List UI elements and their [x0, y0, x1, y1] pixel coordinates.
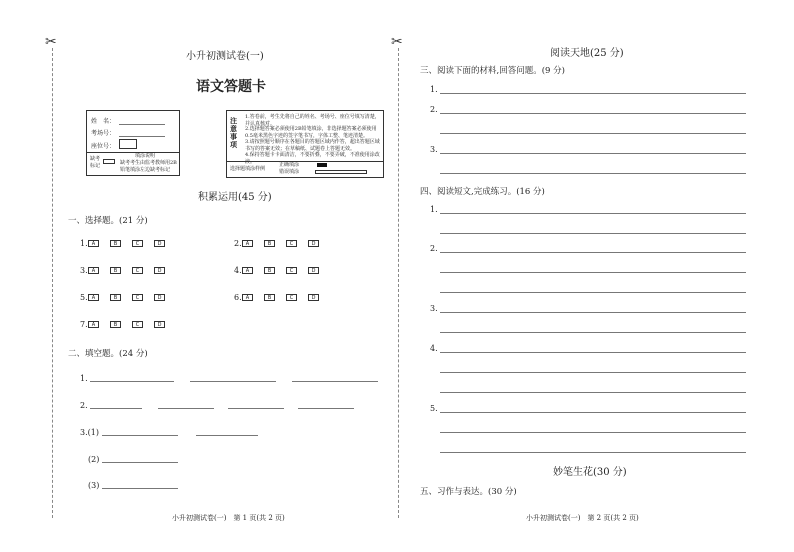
question-number: 3. — [430, 145, 438, 154]
answer-line[interactable] — [440, 372, 746, 373]
mc-option-bubble[interactable]: B — [264, 240, 275, 247]
page-footer-right: 小升初测试卷(一) 第 2 页(共 2 页) — [526, 514, 639, 522]
scissors-icon: ✂ — [45, 34, 57, 50]
mc-option-bubble[interactable]: D — [154, 267, 165, 274]
answer-line[interactable] — [440, 153, 746, 154]
question-number: 2. — [430, 105, 438, 114]
answer-line[interactable] — [440, 173, 746, 174]
question-number: 5. — [430, 404, 438, 413]
correct-fill-sample — [317, 163, 327, 167]
fill-label: (3) — [88, 481, 100, 490]
scissors-icon: ✂ — [391, 34, 403, 50]
q4-title: 四、阅读短文,完成练习。(16 分) — [420, 187, 545, 197]
mc-option-bubble[interactable]: A — [88, 321, 99, 328]
answer-line[interactable] — [440, 93, 746, 94]
mc-question-number: 6. — [234, 293, 242, 302]
question-number: 1. — [430, 85, 438, 94]
section-reading: 阅读天地(25 分) — [550, 48, 624, 59]
answer-line[interactable] — [440, 113, 746, 114]
answer-line[interactable] — [90, 408, 142, 409]
fill-label: 1. — [80, 374, 88, 383]
name-field[interactable] — [119, 124, 165, 125]
answer-line[interactable] — [90, 381, 174, 382]
answer-line[interactable] — [440, 292, 746, 293]
fill-label: (2) — [88, 455, 100, 464]
notice-line: 2.选择题答案必须使用2B铅笔填涂，非选择题答案必须使用0.5毫米黑色字迹的签字笔书写，字体工整、笔迹清楚。 — [245, 126, 377, 139]
answer-line[interactable] — [440, 452, 746, 453]
q3-title: 三、阅读下面的材料,回答问题。(9 分) — [420, 66, 565, 76]
mc-option-bubble[interactable]: D — [308, 267, 319, 274]
q1-title: 一、选择题。(21 分) — [68, 216, 148, 226]
card-title: 语文答题卡 — [196, 79, 266, 95]
mc-question-number: 7. — [80, 320, 88, 329]
notice-line: 3.请按照题号顺序在各题目的答题区域内作答，超出答题区域书写的答案无效；在草稿纸、试题卷上答题无效。 — [245, 139, 380, 152]
correct-label: 正确填涂 — [279, 162, 300, 168]
answer-line[interactable] — [102, 462, 178, 463]
notice-line: 1.答卷前，考生先将自己的姓名、考场号、座位号填写清楚，并认真核对。 — [245, 114, 380, 127]
mc-option-bubble[interactable]: B — [264, 267, 275, 274]
exam-room-label: 考场号： — [91, 130, 116, 137]
cut-line-left — [52, 48, 53, 518]
notice-line: 4.保持答题卡卡面清洁，不要折叠，不要弄破，不准使用涂改液。 — [245, 152, 380, 165]
student-info-box — [86, 110, 180, 176]
sample-label: 选择题填涂样例 — [230, 166, 266, 172]
mc-option-bubble[interactable]: B — [110, 267, 121, 274]
mc-option-bubble[interactable]: C — [132, 267, 143, 274]
question-number: 2. — [430, 244, 438, 253]
mc-question-number: 5. — [80, 293, 88, 302]
absent-mark-label: 缺考标记 — [90, 156, 101, 169]
mc-option-bubble[interactable]: C — [286, 240, 297, 247]
section-writing: 妙笔生花(30 分) — [553, 467, 627, 478]
mc-option-bubble[interactable]: A — [242, 267, 253, 274]
mc-question-number: 2. — [234, 239, 242, 248]
answer-line[interactable] — [440, 432, 746, 433]
mc-option-bubble[interactable]: C — [132, 321, 143, 328]
answer-line[interactable] — [440, 213, 746, 214]
fill-label: 3.(1) — [80, 428, 99, 437]
answer-line[interactable] — [196, 435, 258, 436]
mc-option-bubble[interactable]: D — [308, 240, 319, 247]
answer-line[interactable] — [440, 272, 746, 273]
answer-line[interactable] — [440, 233, 746, 234]
mc-option-bubble[interactable]: A — [88, 267, 99, 274]
cut-line-middle — [398, 48, 399, 518]
mc-option-bubble[interactable]: C — [286, 267, 297, 274]
answer-line[interactable] — [102, 435, 178, 436]
exam-title: 小升初测试卷(一) — [186, 51, 264, 62]
answer-line[interactable] — [440, 133, 746, 134]
mc-question-number: 1. — [80, 239, 88, 248]
answer-line[interactable] — [228, 408, 284, 409]
q5-title: 五、习作与表达。(30 分) — [420, 487, 517, 497]
mc-option-bubble[interactable]: A — [242, 240, 253, 247]
section-accumulation: 积累运用(45 分) — [198, 192, 272, 203]
mc-option-bubble[interactable]: B — [264, 294, 275, 301]
answer-line[interactable] — [102, 488, 178, 489]
mc-option-bubble[interactable]: D — [308, 294, 319, 301]
fill-instruction-note: 缺考考生由监考教师用2B铅笔填涂左边缺考标记 — [120, 160, 177, 173]
page-footer-left: 小升初测试卷(一) 第 1 页(共 2 页) — [172, 514, 285, 522]
question-number: 4. — [430, 344, 438, 353]
answer-line[interactable] — [292, 381, 378, 382]
exam-room-field[interactable] — [119, 136, 165, 137]
mc-option-bubble[interactable]: D — [154, 321, 165, 328]
absent-mark-box[interactable] — [103, 159, 115, 164]
mc-option-bubble[interactable]: A — [88, 240, 99, 247]
mc-option-bubble[interactable]: C — [132, 294, 143, 301]
answer-line[interactable] — [440, 392, 746, 393]
name-label: 姓 名： — [91, 118, 116, 125]
answer-line[interactable] — [298, 408, 354, 409]
mc-option-bubble[interactable]: D — [154, 294, 165, 301]
notice-title: 注意事项 — [230, 117, 237, 149]
seat-label: 座位号： — [91, 143, 116, 150]
notice-box — [226, 110, 384, 178]
wrong-label: 错误填涂 — [279, 169, 300, 175]
mc-option-bubble[interactable]: B — [110, 240, 121, 247]
mc-option-bubble[interactable]: C — [286, 294, 297, 301]
wrong-fill-sample — [315, 170, 367, 174]
fill-label: 2. — [80, 401, 88, 410]
answer-line[interactable] — [158, 408, 214, 409]
question-number: 1. — [430, 205, 438, 214]
mc-option-bubble[interactable]: B — [110, 321, 121, 328]
mc-option-bubble[interactable]: B — [110, 294, 121, 301]
mc-question-number: 4. — [234, 266, 242, 275]
answer-line[interactable] — [440, 412, 746, 413]
answer-line[interactable] — [440, 252, 746, 253]
fill-instruction-title: 填涂说明 — [135, 153, 156, 159]
answer-line[interactable] — [190, 381, 276, 382]
answer-line[interactable] — [440, 332, 746, 333]
mc-option-bubble[interactable]: C — [132, 240, 143, 247]
mc-question-number: 3. — [80, 266, 88, 275]
mc-option-bubble[interactable]: A — [88, 294, 99, 301]
mc-option-bubble[interactable]: A — [242, 294, 253, 301]
seat-field[interactable] — [119, 139, 137, 149]
q2-title: 二、填空题。(24 分) — [68, 349, 148, 359]
question-number: 3. — [430, 304, 438, 313]
answer-line[interactable] — [440, 312, 746, 313]
mc-option-bubble[interactable]: D — [154, 240, 165, 247]
answer-line[interactable] — [440, 352, 746, 353]
